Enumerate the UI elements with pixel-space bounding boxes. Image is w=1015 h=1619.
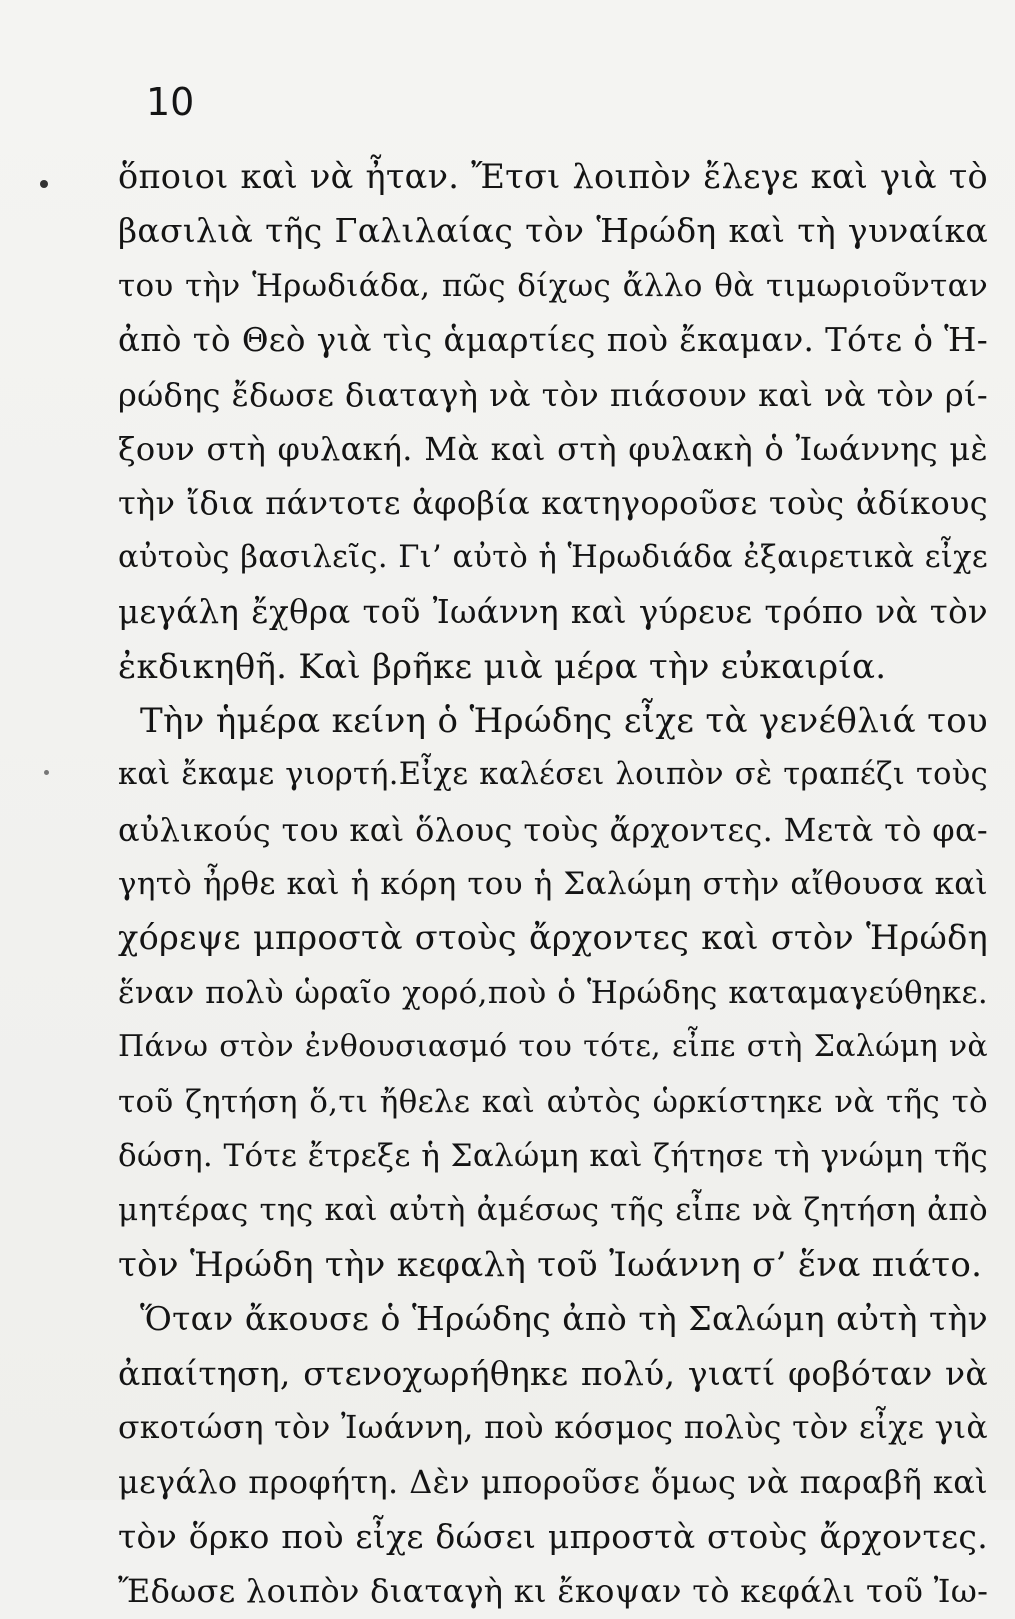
text-line: μεγάλη ἔχθρα τοῦ Ἰωάννη καὶ γύρευε τρόπο νὰ τὸν — [118, 593, 988, 632]
margin-dot — [40, 180, 48, 188]
text-line: τὸν Ἡρώδη τὴν κεφαλὴ τοῦ Ἰωάννη σ’ ἕνα πιάτο. — [118, 1244, 983, 1285]
text-line: του τὴν Ἡρωδιάδα, πῶς δίχως ἄλλο θὰ τιμωριοῦνταν — [118, 267, 988, 304]
body-text — [118, 150, 988, 1619]
text-line: Ἔδωσε λοιπὸν διαταγὴ κι ἔκοψαν τὸ κεφάλι τοῦ Ἰω- — [118, 1572, 989, 1611]
text-line: τὸν ὅρκο ποὺ εἶχε δώσει μπροστὰ στοὺς ἄρχοντες. — [118, 1516, 988, 1556]
text-line: ἀπὸ τὸ Θεὸ γιὰ τὶς ἁμαρτίες ποὺ ἔκαμαν. Τότε ὁ Ἡ- — [118, 321, 988, 360]
text-line: τοῦ ζητήση ὅ,τι ἤθελε καὶ αὐτὸς ὡρκίστηκε νὰ τῆς τὸ — [118, 1083, 988, 1120]
page-number: 10 — [146, 80, 195, 124]
text-line: σκοτώση τὸν Ἰωάννη, ποὺ κόσμος πολὺς τὸν εἶχε γιὰ — [118, 1409, 988, 1446]
text-line: τὴν ἴδια πάντοτε ἀφοβία κατηγοροῦσε τοὺς ἀδίκους — [118, 484, 988, 523]
text-line: Πάνω στὸν ἐνθουσιασμό του τότε, εἶπε στὴ Σαλώμη νὰ — [118, 1029, 988, 1065]
text-line: γητὸ ἦρθε καὶ ἡ κόρη του ἡ Σαλώμη στὴν αἴθουσα καὶ — [118, 866, 988, 903]
text-line: ἀπαίτηση, στενοχωρήθηκε πολύ, γιατί φοβόταν νὰ — [118, 1353, 988, 1393]
margin-dot — [44, 770, 49, 775]
text-line: χόρεψε μπροστὰ στοὺς ἄρχοντες καὶ στὸν Ἡρώδη — [118, 918, 988, 958]
text-line: βασιλιὰ τῆς Γαλιλαίας τὸν Ἡρώδη καὶ τὴ γυναίκα — [118, 211, 988, 251]
text-line: ἕναν πολὺ ὡραῖο χορό,ποὺ ὁ Ἡρώδης καταμαγεύθηκε. — [118, 974, 988, 1011]
text-line: ρώδης ἔδωσε διαταγὴ νὰ τὸν πιάσουν καὶ νὰ τὸν ρί- — [118, 375, 988, 414]
text-line: ξουν στὴ φυλακή. Μὰ καὶ στὴ φυλακὴ ὁ Ἰωάννης μὲ — [118, 429, 988, 468]
text-line: δώση. Τότε ἔτρεξε ἡ Σαλώμη καὶ ζήτησε τὴ γνώμη τῆς — [118, 1138, 988, 1175]
text-line: μεγάλο προφήτη. Δὲν μποροῦσε ὅμως νὰ παραβῆ καὶ — [118, 1463, 988, 1502]
text-line: Τὴν ἡμέρα κείνη ὁ Ἡρώδης εἶχε τὰ γενέθλιά του — [140, 700, 988, 741]
text-line: Ὅταν ἄκουσε ὁ Ἡρώδης ἀπὸ τὴ Σαλώμη αὐτὴ τὴν — [140, 1299, 988, 1339]
text-line: ἐκδικηθῆ. Καὶ βρῆκε μιὰ μέρα τὴν εὐκαιρία. — [118, 646, 887, 687]
text-line: ὅποιοι καὶ νὰ ἦταν. Ἔτσι λοιπὸν ἔλεγε καὶ γιὰ τὸ — [118, 157, 988, 196]
text-line: αὐλικούς του καὶ ὅλους τοὺς ἄρχοντες. Μετὰ τὸ φα- — [118, 810, 988, 849]
text-line: καὶ ἔκαμε γιορτή.Εἶχε καλέσει λοιπὸν σὲ τραπέζι τοὺς — [118, 757, 988, 793]
text-line: μητέρας της καὶ αὐτὴ ἀμέσως τῆς εἶπε νὰ ζητήση ἀπὸ — [118, 1192, 988, 1229]
text-line: αὐτοὺς βασιλεῖς. Γι’ αὐτὸ ἡ Ἡρωδιάδα ἐξαιρετικὰ εἶχε — [118, 539, 988, 575]
